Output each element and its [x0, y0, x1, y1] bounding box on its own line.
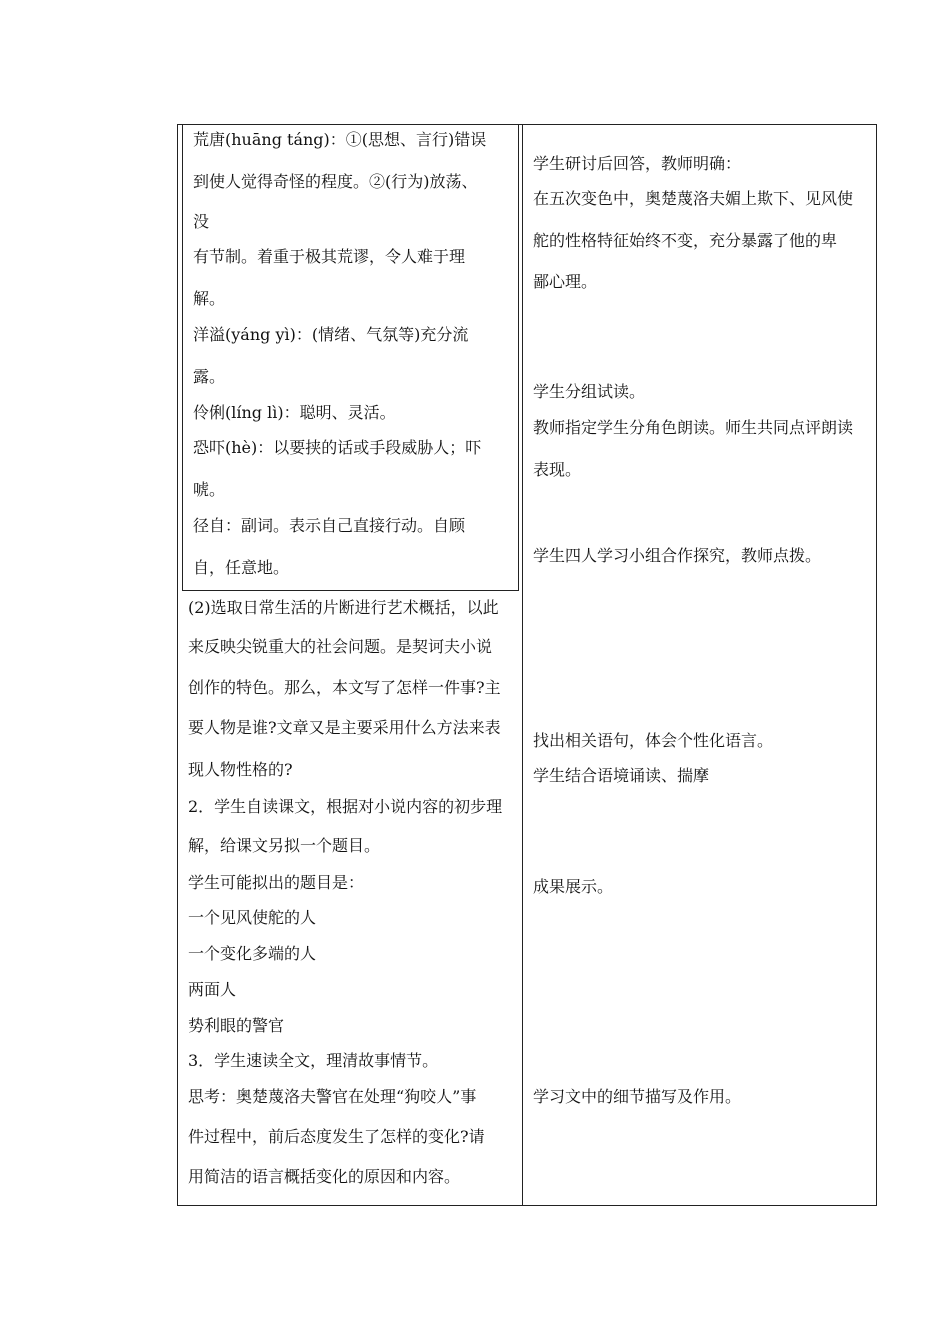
- vocab-line: 露。: [193, 367, 226, 386]
- left-text-line: 创作的特色。那么，本文写了怎样一件事?主: [188, 678, 501, 697]
- right-text-line: 找出相关语句，体会个性化语言。: [533, 731, 774, 750]
- right-text-line: 鄙心理。: [533, 272, 598, 291]
- vocab-line: 解。: [193, 289, 226, 308]
- right-text-line: 学生结合语境诵读、揣摩: [533, 766, 710, 785]
- left-text-line: 思考：奥楚蔑洛夫警官在处理“狗咬人”事: [188, 1087, 477, 1106]
- left-text-line: 用简洁的语言概括变化的原因和内容。: [188, 1167, 461, 1186]
- vocab-line: 有节制。着重于极其荒谬，令人难于理: [193, 247, 466, 266]
- right-text-line: 学生研讨后回答，教师明确：: [533, 154, 742, 173]
- right-text-line: 在五次变色中，奥楚蔑洛夫媚上欺下、见风使: [533, 189, 854, 208]
- left-text-line: 现人物性格的?: [188, 760, 293, 779]
- right-text-line: 学习文中的细节描写及作用。: [533, 1087, 742, 1106]
- vocab-line: 自，任意地。: [193, 558, 290, 577]
- vocab-line: 到使人觉得奇怪的程度。②(行为)放荡、: [193, 172, 478, 191]
- vocab-line: 径自：副词。表示自己直接行动。自顾: [193, 516, 466, 535]
- left-text-line: 要人物是谁?文章又是主要采用什么方法来表: [188, 718, 501, 737]
- left-text-line: 解，给课文另拟一个题目。: [188, 836, 381, 855]
- vocab-line: 没: [193, 212, 210, 231]
- vocab-line: 荒唐(huāng táng)：①(思想、言行)错误: [193, 130, 487, 149]
- column-divider: [522, 124, 523, 1206]
- left-text-line: 3．学生速读全文，理清故事情节。: [188, 1051, 439, 1070]
- left-text-line: 两面人: [188, 980, 237, 999]
- left-text-line: 2．学生自读课文，根据对小说内容的初步理: [188, 797, 503, 816]
- right-text-line: 学生分组试读。: [533, 382, 646, 401]
- right-text-line: 学生四人学习小组合作探究，教师点拨。: [533, 546, 822, 565]
- left-text-line: 势利眼的警官: [188, 1016, 285, 1035]
- vocab-line: 洋溢(yáng yì)：(情绪、气氛等)充分流: [193, 325, 469, 344]
- vocab-line: 恐吓(hè)：以要挟的话或手段威胁人；吓: [193, 438, 482, 457]
- left-text-line: 来反映尖锐重大的社会问题。是契诃夫小说: [188, 637, 493, 656]
- right-text-line: 表现。: [533, 460, 582, 479]
- right-text-line: 成果展示。: [533, 877, 614, 896]
- right-text-line: 教师指定学生分角色朗读。师生共同点评朗读: [533, 418, 854, 437]
- left-text-line: 一个见风使舵的人: [188, 908, 317, 927]
- left-text-line: (2)选取日常生活的片断进行艺术概括，以此: [188, 598, 499, 617]
- left-text-line: 一个变化多端的人: [188, 944, 317, 963]
- vocab-line: 唬。: [193, 480, 226, 499]
- left-text-line: 件过程中，前后态度发生了怎样的变化?请: [188, 1127, 485, 1146]
- left-text-line: 学生可能拟出的题目是：: [188, 873, 365, 892]
- vocab-line: 伶俐(líng lì)：聪明、灵活。: [193, 403, 396, 422]
- right-text-line: 舵的性格特征始终不变，充分暴露了他的卑: [533, 231, 838, 250]
